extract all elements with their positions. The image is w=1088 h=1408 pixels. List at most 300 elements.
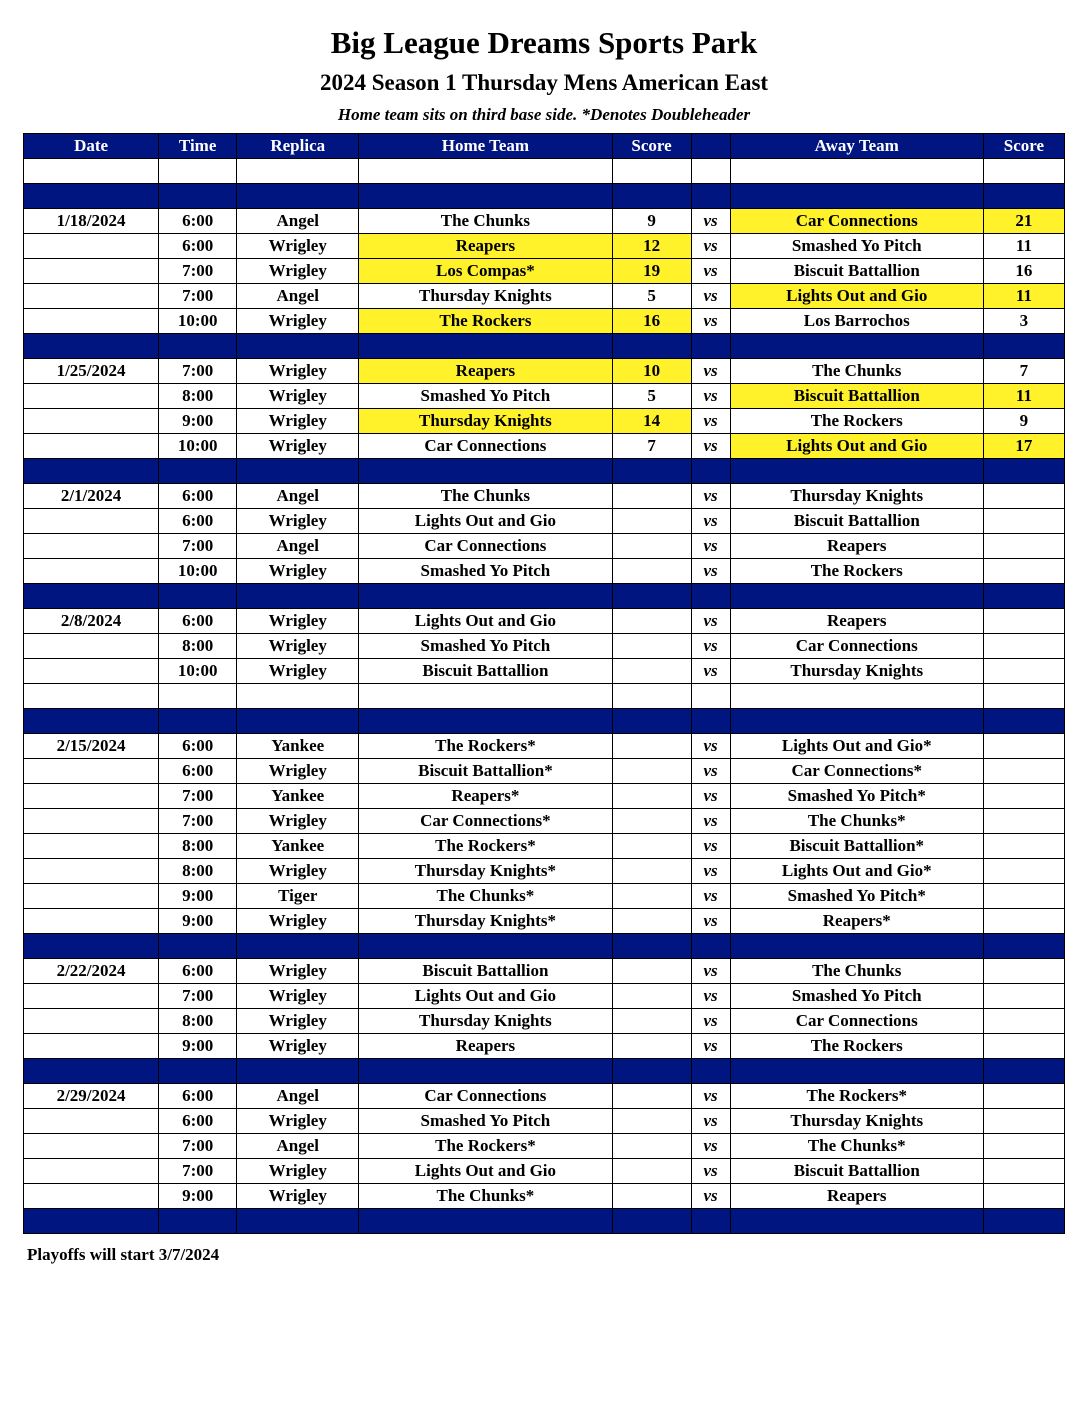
time-cell: 6:00 <box>159 759 237 784</box>
table-row <box>24 309 1065 334</box>
column-header-vs <box>691 134 730 159</box>
replica-cell: Angel <box>237 534 359 559</box>
spacer-row <box>24 184 1065 209</box>
time-cell: 9:00 <box>159 409 237 434</box>
home-team-cell: The Chunks* <box>359 884 612 909</box>
date-cell <box>24 309 159 334</box>
time-cell: 7:00 <box>159 359 237 384</box>
vs-cell <box>691 684 730 709</box>
replica-cell: Wrigley <box>237 1009 359 1034</box>
home-score-cell <box>612 534 691 559</box>
replica-cell <box>237 1209 359 1234</box>
away-team-cell: Car Connections* <box>730 759 983 784</box>
home-score-cell: 14 <box>612 409 691 434</box>
time-cell: 10:00 <box>159 309 237 334</box>
time-cell: 9:00 <box>159 1034 237 1059</box>
home-score-cell: 9 <box>612 209 691 234</box>
home-score-cell <box>612 684 691 709</box>
away-team-cell: The Chunks <box>730 359 983 384</box>
vs-cell: vs <box>691 1034 730 1059</box>
home-team-cell: Biscuit Battallion <box>359 959 612 984</box>
replica-cell <box>237 184 359 209</box>
table-row <box>24 959 1065 984</box>
vs-cell: vs <box>691 734 730 759</box>
replica-cell: Yankee <box>237 834 359 859</box>
vs-cell: vs <box>691 359 730 384</box>
away-score-cell: 11 <box>983 384 1064 409</box>
away-score-cell <box>983 759 1064 784</box>
away-score-cell <box>983 934 1064 959</box>
home-team-cell <box>359 709 612 734</box>
spacer-row <box>24 934 1065 959</box>
replica-cell <box>237 1059 359 1084</box>
away-score-cell <box>983 609 1064 634</box>
home-score-cell <box>612 634 691 659</box>
date-cell: 2/22/2024 <box>24 959 159 984</box>
date-cell: 2/29/2024 <box>24 1084 159 1109</box>
home-score-cell <box>612 659 691 684</box>
date-cell <box>24 684 159 709</box>
time-cell: 8:00 <box>159 384 237 409</box>
home-team-cell <box>359 934 612 959</box>
table-row <box>24 784 1065 809</box>
home-score-cell <box>612 484 691 509</box>
home-score-cell <box>612 809 691 834</box>
away-team-cell: The Chunks* <box>730 1134 983 1159</box>
away-score-cell <box>983 559 1064 584</box>
replica-cell: Wrigley <box>237 384 359 409</box>
away-score-cell <box>983 984 1064 1009</box>
date-cell <box>24 909 159 934</box>
vs-cell: vs <box>691 559 730 584</box>
date-cell <box>24 234 159 259</box>
time-cell: 6:00 <box>159 1084 237 1109</box>
vs-cell: vs <box>691 409 730 434</box>
date-cell: 1/18/2024 <box>24 209 159 234</box>
home-score-cell <box>612 1184 691 1209</box>
table-row <box>24 1034 1065 1059</box>
replica-cell: Wrigley <box>237 509 359 534</box>
home-team-cell: Thursday Knights <box>359 284 612 309</box>
home-score-cell <box>612 934 691 959</box>
spacer-row <box>24 584 1065 609</box>
home-team-cell: Biscuit Battallion* <box>359 759 612 784</box>
away-score-cell <box>983 1059 1064 1084</box>
home-team-cell: Lights Out and Gio <box>359 984 612 1009</box>
date-cell <box>24 784 159 809</box>
time-cell: 8:00 <box>159 634 237 659</box>
time-cell: 9:00 <box>159 884 237 909</box>
replica-cell: Wrigley <box>237 809 359 834</box>
time-cell <box>159 709 237 734</box>
home-team-cell: Thursday Knights <box>359 1009 612 1034</box>
away-score-cell: 9 <box>983 409 1064 434</box>
home-score-cell <box>612 884 691 909</box>
replica-cell <box>237 334 359 359</box>
home-score-cell <box>612 584 691 609</box>
spacer-row <box>24 1059 1065 1084</box>
home-score-cell: 7 <box>612 434 691 459</box>
replica-cell: Angel <box>237 1084 359 1109</box>
away-score-cell <box>983 1184 1064 1209</box>
vs-cell: vs <box>691 634 730 659</box>
replica-cell <box>237 159 359 184</box>
home-score-cell <box>612 759 691 784</box>
table-row <box>24 659 1065 684</box>
date-cell <box>24 384 159 409</box>
away-team-cell: Lights Out and Gio* <box>730 859 983 884</box>
away-score-cell: 11 <box>983 284 1064 309</box>
time-cell <box>159 584 237 609</box>
away-score-cell <box>983 1034 1064 1059</box>
time-cell: 10:00 <box>159 659 237 684</box>
away-score-cell <box>983 534 1064 559</box>
table-row <box>24 1184 1065 1209</box>
replica-cell: Wrigley <box>237 759 359 784</box>
column-header-replica: Replica <box>237 134 359 159</box>
away-score-cell <box>983 1009 1064 1034</box>
home-score-cell <box>612 159 691 184</box>
away-team-cell: The Rockers <box>730 409 983 434</box>
replica-cell: Wrigley <box>237 959 359 984</box>
column-header-date: Date <box>24 134 159 159</box>
home-team-cell: Lights Out and Gio <box>359 609 612 634</box>
table-row <box>24 1109 1065 1134</box>
table-row <box>24 559 1065 584</box>
home-score-cell <box>612 1134 691 1159</box>
time-cell: 7:00 <box>159 1159 237 1184</box>
home-team-cell <box>359 159 612 184</box>
table-row <box>24 734 1065 759</box>
time-cell: 6:00 <box>159 959 237 984</box>
away-team-cell: Lights Out and Gio <box>730 284 983 309</box>
date-cell <box>24 1184 159 1209</box>
vs-cell: vs <box>691 484 730 509</box>
home-score-cell: 5 <box>612 284 691 309</box>
table-row <box>24 834 1065 859</box>
time-cell: 6:00 <box>159 209 237 234</box>
away-score-cell <box>983 1209 1064 1234</box>
date-cell: 2/15/2024 <box>24 734 159 759</box>
vs-cell <box>691 709 730 734</box>
away-team-cell: Biscuit Battallion* <box>730 834 983 859</box>
replica-cell: Wrigley <box>237 984 359 1009</box>
away-team-cell: Biscuit Battallion <box>730 509 983 534</box>
away-team-cell <box>730 184 983 209</box>
table-row <box>24 1084 1065 1109</box>
table-row <box>24 484 1065 509</box>
home-team-cell: The Rockers <box>359 309 612 334</box>
away-score-cell <box>983 584 1064 609</box>
table-row <box>24 384 1065 409</box>
home-team-cell: Lights Out and Gio <box>359 1159 612 1184</box>
home-score-cell: 12 <box>612 234 691 259</box>
away-team-cell: Biscuit Battallion <box>730 259 983 284</box>
date-cell <box>24 1034 159 1059</box>
vs-cell: vs <box>691 1109 730 1134</box>
time-cell: 10:00 <box>159 559 237 584</box>
away-team-cell: Thursday Knights <box>730 1109 983 1134</box>
time-cell: 6:00 <box>159 1109 237 1134</box>
away-score-cell <box>983 709 1064 734</box>
date-cell <box>24 584 159 609</box>
home-team-cell: Smashed Yo Pitch <box>359 559 612 584</box>
vs-cell: vs <box>691 384 730 409</box>
replica-cell: Wrigley <box>237 659 359 684</box>
page-note: Home team sits on third base side. *Denotes Doubleheader <box>337 105 751 124</box>
away-team-cell: Car Connections <box>730 1009 983 1034</box>
date-cell <box>24 284 159 309</box>
home-score-cell <box>612 984 691 1009</box>
time-cell: 6:00 <box>159 484 237 509</box>
table-row <box>24 434 1065 459</box>
home-team-cell <box>359 584 612 609</box>
away-score-cell <box>983 484 1064 509</box>
vs-cell: vs <box>691 434 730 459</box>
away-team-cell: Biscuit Battallion <box>730 384 983 409</box>
date-cell <box>24 984 159 1009</box>
vs-cell: vs <box>691 1084 730 1109</box>
home-score-cell <box>612 1209 691 1234</box>
date-cell <box>24 409 159 434</box>
away-score-cell <box>983 659 1064 684</box>
time-cell: 8:00 <box>159 1009 237 1034</box>
away-score-cell <box>983 334 1064 359</box>
date-cell: 2/8/2024 <box>24 609 159 634</box>
home-team-cell: Reapers <box>359 359 612 384</box>
vs-cell: vs <box>691 984 730 1009</box>
away-team-cell: Los Barrochos <box>730 309 983 334</box>
vs-cell: vs <box>691 1009 730 1034</box>
vs-cell: vs <box>691 809 730 834</box>
spacer-row <box>24 334 1065 359</box>
away-score-cell <box>983 909 1064 934</box>
home-team-cell: Car Connections* <box>359 809 612 834</box>
replica-cell: Wrigley <box>237 1109 359 1134</box>
vs-cell: vs <box>691 259 730 284</box>
spacer-row <box>24 709 1065 734</box>
home-team-cell: Thursday Knights <box>359 409 612 434</box>
away-score-cell <box>983 1109 1064 1134</box>
spacer-row <box>24 459 1065 484</box>
table-row <box>24 984 1065 1009</box>
away-score-cell: 3 <box>983 309 1064 334</box>
away-score-cell <box>983 734 1064 759</box>
replica-cell <box>237 459 359 484</box>
table-row <box>24 259 1065 284</box>
time-cell: 7:00 <box>159 809 237 834</box>
vs-cell <box>691 334 730 359</box>
replica-cell <box>237 584 359 609</box>
away-team-cell: Lights Out and Gio* <box>730 734 983 759</box>
home-team-cell: Smashed Yo Pitch <box>359 634 612 659</box>
vs-cell: vs <box>691 909 730 934</box>
time-cell: 7:00 <box>159 1134 237 1159</box>
replica-cell: Tiger <box>237 884 359 909</box>
away-score-cell <box>983 184 1064 209</box>
page-subtitle: 2024 Season 1 Thursday Mens American East <box>319 70 769 95</box>
home-team-cell: Thursday Knights* <box>359 859 612 884</box>
away-score-cell <box>983 509 1064 534</box>
vs-cell: vs <box>691 509 730 534</box>
column-header-away-team: Away Team <box>730 134 983 159</box>
date-cell <box>24 1209 159 1234</box>
away-team-cell <box>730 459 983 484</box>
replica-cell: Wrigley <box>237 1184 359 1209</box>
replica-cell: Wrigley <box>237 1159 359 1184</box>
away-team-cell: Reapers* <box>730 909 983 934</box>
time-cell: 7:00 <box>159 784 237 809</box>
date-cell <box>24 1109 159 1134</box>
away-team-cell: The Rockers* <box>730 1084 983 1109</box>
spacer-row <box>24 1209 1065 1234</box>
replica-cell: Wrigley <box>237 359 359 384</box>
home-score-cell: 10 <box>612 359 691 384</box>
column-header-home-score: Score <box>612 134 691 159</box>
away-team-cell: Smashed Yo Pitch <box>730 984 983 1009</box>
away-score-cell <box>983 1134 1064 1159</box>
date-cell <box>24 809 159 834</box>
home-score-cell <box>612 734 691 759</box>
home-team-cell <box>359 1209 612 1234</box>
away-team-cell: Reapers <box>730 534 983 559</box>
home-team-cell <box>359 459 612 484</box>
table-row <box>24 809 1065 834</box>
vs-cell: vs <box>691 884 730 909</box>
vs-cell: vs <box>691 834 730 859</box>
time-cell <box>159 334 237 359</box>
vs-cell: vs <box>691 759 730 784</box>
away-score-cell <box>983 684 1064 709</box>
vs-cell: vs <box>691 1184 730 1209</box>
time-cell: 6:00 <box>159 234 237 259</box>
date-cell <box>24 709 159 734</box>
home-score-cell: 16 <box>612 309 691 334</box>
home-score-cell <box>612 1009 691 1034</box>
away-score-cell <box>983 1084 1064 1109</box>
vs-cell: vs <box>691 784 730 809</box>
vs-cell <box>691 159 730 184</box>
replica-cell <box>237 934 359 959</box>
date-cell: 2/1/2024 <box>24 484 159 509</box>
replica-cell: Wrigley <box>237 909 359 934</box>
home-team-cell <box>359 184 612 209</box>
home-team-cell: Thursday Knights* <box>359 909 612 934</box>
date-cell <box>24 934 159 959</box>
away-team-cell <box>730 1209 983 1234</box>
away-team-cell: Smashed Yo Pitch* <box>730 784 983 809</box>
table-row <box>24 759 1065 784</box>
time-cell: 7:00 <box>159 259 237 284</box>
away-team-cell: Thursday Knights <box>730 659 983 684</box>
playoffs-note: Playoffs will start 3/7/2024 <box>27 1245 220 1264</box>
date-cell <box>24 509 159 534</box>
table-row <box>24 1159 1065 1184</box>
table-row <box>24 884 1065 909</box>
date-cell <box>24 184 159 209</box>
date-cell <box>24 534 159 559</box>
replica-cell <box>237 684 359 709</box>
away-team-cell <box>730 334 983 359</box>
table-row <box>24 1009 1065 1034</box>
time-cell <box>159 184 237 209</box>
home-score-cell <box>612 509 691 534</box>
away-score-cell <box>983 959 1064 984</box>
date-cell <box>24 159 159 184</box>
home-score-cell <box>612 959 691 984</box>
replica-cell: Angel <box>237 209 359 234</box>
date-cell <box>24 1059 159 1084</box>
away-score-cell <box>983 459 1064 484</box>
vs-cell: vs <box>691 609 730 634</box>
vs-cell: vs <box>691 234 730 259</box>
away-score-cell: 17 <box>983 434 1064 459</box>
home-team-cell: Lights Out and Gio <box>359 509 612 534</box>
replica-cell: Wrigley <box>237 234 359 259</box>
table-row <box>24 409 1065 434</box>
time-cell: 7:00 <box>159 284 237 309</box>
vs-cell: vs <box>691 1134 730 1159</box>
vs-cell <box>691 459 730 484</box>
away-team-cell <box>730 1059 983 1084</box>
away-team-cell <box>730 684 983 709</box>
time-cell: 6:00 <box>159 734 237 759</box>
time-cell: 9:00 <box>159 1184 237 1209</box>
vs-cell <box>691 184 730 209</box>
vs-cell: vs <box>691 659 730 684</box>
date-cell <box>24 859 159 884</box>
replica-cell: Wrigley <box>237 559 359 584</box>
away-score-cell <box>983 859 1064 884</box>
away-team-cell: Reapers <box>730 609 983 634</box>
replica-cell: Wrigley <box>237 409 359 434</box>
vs-cell: vs <box>691 284 730 309</box>
away-score-cell <box>983 1159 1064 1184</box>
vs-cell <box>691 584 730 609</box>
home-score-cell <box>612 1034 691 1059</box>
away-team-cell: The Chunks* <box>730 809 983 834</box>
vs-cell: vs <box>691 859 730 884</box>
home-score-cell <box>612 1059 691 1084</box>
away-score-cell <box>983 159 1064 184</box>
time-cell <box>159 934 237 959</box>
time-cell <box>159 1209 237 1234</box>
table-row <box>24 359 1065 384</box>
home-team-cell: The Chunks <box>359 484 612 509</box>
away-score-cell <box>983 634 1064 659</box>
column-header-away-score: Score <box>983 134 1064 159</box>
home-score-cell <box>612 709 691 734</box>
replica-cell: Yankee <box>237 734 359 759</box>
vs-cell <box>691 1209 730 1234</box>
away-team-cell <box>730 159 983 184</box>
table-row <box>24 1134 1065 1159</box>
replica-cell: Yankee <box>237 784 359 809</box>
home-score-cell <box>612 559 691 584</box>
time-cell: 6:00 <box>159 609 237 634</box>
date-cell <box>24 259 159 284</box>
away-team-cell: The Chunks <box>730 959 983 984</box>
replica-cell: Angel <box>237 484 359 509</box>
away-team-cell: Car Connections <box>730 634 983 659</box>
time-cell: 7:00 <box>159 984 237 1009</box>
home-score-cell <box>612 784 691 809</box>
away-team-cell: Smashed Yo Pitch* <box>730 884 983 909</box>
replica-cell: Angel <box>237 1134 359 1159</box>
date-cell <box>24 334 159 359</box>
time-cell <box>159 684 237 709</box>
away-team-cell: Lights Out and Gio <box>730 434 983 459</box>
